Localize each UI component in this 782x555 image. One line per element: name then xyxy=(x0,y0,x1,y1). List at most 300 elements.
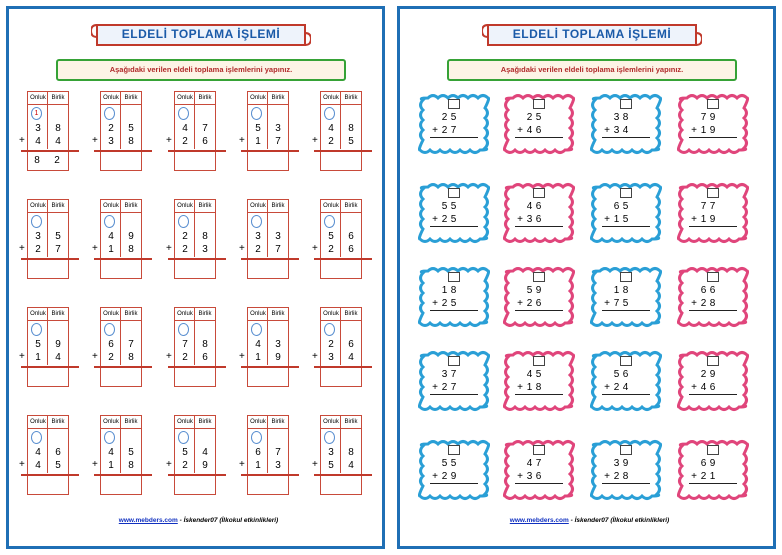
digit: 2 xyxy=(108,123,114,134)
digit: 5 xyxy=(255,123,261,134)
title-banner xyxy=(482,21,702,51)
addend-bottom xyxy=(28,136,68,147)
addition-card-blue xyxy=(590,350,662,412)
answer-field[interactable] xyxy=(100,479,142,490)
header-ones: Birlik xyxy=(124,419,138,425)
sum-line xyxy=(515,226,563,227)
table-header xyxy=(248,416,288,429)
digit: 6 xyxy=(202,352,208,363)
digit: 9 xyxy=(709,458,716,469)
addition-card-pink xyxy=(677,266,749,328)
digit: 4 xyxy=(622,382,629,393)
answer-field[interactable] xyxy=(27,263,69,274)
plus-sign: + xyxy=(604,125,610,136)
plus-sign: + xyxy=(239,351,245,362)
answer-field[interactable] xyxy=(27,371,69,382)
digit: 4 xyxy=(622,125,629,136)
digit: 2 xyxy=(526,112,533,123)
footer xyxy=(9,517,388,524)
answer-field[interactable] xyxy=(320,263,362,274)
plus-sign: + xyxy=(239,459,245,470)
carry-box[interactable] xyxy=(707,99,719,109)
addend-top xyxy=(321,339,361,350)
plus-sign: + xyxy=(166,243,172,254)
table-header xyxy=(321,416,361,429)
digit: 4 xyxy=(55,352,61,363)
sum-line xyxy=(168,366,226,368)
header-tens: Onluk xyxy=(177,95,193,101)
digit: 2 xyxy=(441,471,448,482)
plus-sign: + xyxy=(92,351,98,362)
digit: 7 xyxy=(128,339,134,350)
digit: 7 xyxy=(709,201,716,212)
digit: 2 xyxy=(182,244,188,255)
carry-circle[interactable] xyxy=(31,215,42,228)
plus-sign: + xyxy=(432,214,438,225)
addend-top xyxy=(248,339,288,350)
table-header xyxy=(28,200,68,213)
digit: 6 xyxy=(535,471,542,482)
header-ones: Birlik xyxy=(344,311,358,317)
addend-top xyxy=(248,123,288,134)
digit: 9 xyxy=(275,352,281,363)
carry-box[interactable] xyxy=(620,356,632,366)
digit: 4 xyxy=(348,352,354,363)
digit: 5 xyxy=(55,231,61,242)
sum-line xyxy=(515,483,563,484)
header-ones: Birlik xyxy=(51,203,65,209)
digit: 5 xyxy=(328,460,334,471)
digit: 9 xyxy=(450,471,457,482)
addition-problem xyxy=(241,91,299,181)
digit: 3 xyxy=(202,244,208,255)
answer-field[interactable] xyxy=(174,263,216,274)
digit: 4 xyxy=(526,201,533,212)
digit: 1 xyxy=(526,382,533,393)
digit: 4 xyxy=(526,125,533,136)
addend-bottom xyxy=(511,298,567,309)
answer-field[interactable] xyxy=(100,263,142,274)
digit: 3 xyxy=(328,352,334,363)
answer-digit[interactable]: 2 xyxy=(54,155,60,166)
carry-box[interactable] xyxy=(707,188,719,198)
answer-field[interactable] xyxy=(174,371,216,382)
addend-bottom xyxy=(321,460,361,471)
digit: 1 xyxy=(700,125,707,136)
addend-bottom xyxy=(175,244,215,255)
addition-card-pink xyxy=(503,93,575,155)
digit: 3 xyxy=(275,339,281,350)
digit: 5 xyxy=(526,285,533,296)
sum-line xyxy=(241,366,299,368)
carry-box[interactable] xyxy=(620,445,632,455)
addition-card-blue xyxy=(590,439,662,501)
digit: 2 xyxy=(700,471,707,482)
addend-top xyxy=(175,339,215,350)
header-tens: Onluk xyxy=(323,203,339,209)
page-title: ELDELİ TOPLAMA İŞLEMİ xyxy=(512,27,672,41)
addend-top xyxy=(511,369,567,380)
digit: 5 xyxy=(535,369,542,380)
digit: 5 xyxy=(128,447,134,458)
addend-top xyxy=(426,458,482,469)
addend-bottom xyxy=(685,125,741,136)
answer-digit[interactable]: 8 xyxy=(34,155,40,166)
answer-field[interactable] xyxy=(320,371,362,382)
table-header xyxy=(321,200,361,213)
digit: 2 xyxy=(613,471,620,482)
digit: 9 xyxy=(709,125,716,136)
addition-problem xyxy=(94,91,152,181)
carry-circle[interactable] xyxy=(251,323,262,336)
digit: 7 xyxy=(535,458,542,469)
addition-problem xyxy=(94,307,152,397)
carry-box[interactable] xyxy=(707,445,719,455)
digit: 7 xyxy=(450,369,457,380)
sum-line xyxy=(515,394,563,395)
addition-card-pink xyxy=(503,439,575,501)
table-header xyxy=(101,200,141,213)
carry-box[interactable] xyxy=(448,445,460,455)
carry-circle[interactable] xyxy=(178,323,189,336)
addition-problem xyxy=(21,91,79,181)
carry-circle[interactable] xyxy=(324,107,335,120)
addend-bottom xyxy=(598,125,654,136)
addend-bottom xyxy=(685,214,741,225)
digit: 3 xyxy=(613,125,620,136)
header-ones: Birlik xyxy=(124,95,138,101)
footer-author: - İskender07 (İlkokul etkinlikleri) xyxy=(570,517,670,524)
addition-card-blue xyxy=(590,266,662,328)
page-title: ELDELİ TOPLAMA İŞLEMİ xyxy=(121,27,281,41)
addend-bottom xyxy=(175,352,215,363)
digit: 5 xyxy=(535,112,542,123)
addend-top xyxy=(511,285,567,296)
carry-circle[interactable] xyxy=(324,215,335,228)
addend-bottom xyxy=(175,460,215,471)
digit: 2 xyxy=(441,214,448,225)
carry-circle[interactable] xyxy=(104,107,115,120)
carry-circle[interactable] xyxy=(178,431,189,444)
carry-circle[interactable] xyxy=(251,431,262,444)
carry-box[interactable] xyxy=(448,99,460,109)
addition-card-blue xyxy=(418,439,490,501)
carry-box[interactable] xyxy=(620,99,632,109)
header-tens: Onluk xyxy=(177,311,193,317)
sum-line xyxy=(168,150,226,152)
worksheet-page-right xyxy=(397,6,776,549)
addend-top xyxy=(598,458,654,469)
plus-sign: + xyxy=(604,298,610,309)
header-tens: Onluk xyxy=(103,203,119,209)
digit: 2 xyxy=(182,460,188,471)
carry-circle[interactable] xyxy=(178,107,189,120)
addend-top xyxy=(426,112,482,123)
carry-box[interactable] xyxy=(533,445,545,455)
header-ones: Birlik xyxy=(198,203,212,209)
sum-line xyxy=(430,137,478,138)
digit: 5 xyxy=(450,298,457,309)
addend-bottom xyxy=(321,136,361,147)
digit: 8 xyxy=(202,339,208,350)
header-tens: Onluk xyxy=(250,419,266,425)
answer-field[interactable] xyxy=(247,155,289,166)
header-ones: Birlik xyxy=(344,419,358,425)
addend-top xyxy=(28,447,68,458)
header-ones: Birlik xyxy=(271,203,285,209)
addend-top xyxy=(511,458,567,469)
addition-card-pink xyxy=(677,93,749,155)
header-tens: Onluk xyxy=(250,203,266,209)
digit: 6 xyxy=(709,285,716,296)
digit: 6 xyxy=(255,447,261,458)
addend-bottom xyxy=(321,244,361,255)
carry-box[interactable] xyxy=(448,272,460,282)
addend-top xyxy=(101,231,141,242)
sum-line xyxy=(168,258,226,260)
addition-card-pink xyxy=(503,350,575,412)
digit: 2 xyxy=(255,244,261,255)
plus-sign: + xyxy=(604,471,610,482)
addition-problem xyxy=(94,199,152,289)
digit: 1 xyxy=(441,285,448,296)
answer-field[interactable] xyxy=(100,371,142,382)
carry-circle[interactable] xyxy=(324,323,335,336)
header-ones: Birlik xyxy=(198,311,212,317)
plus-sign: + xyxy=(19,459,25,470)
header-tens: Onluk xyxy=(323,419,339,425)
digit: 4 xyxy=(526,369,533,380)
addition-card-blue xyxy=(590,182,662,244)
addend-top xyxy=(321,447,361,458)
digit: 9 xyxy=(55,339,61,350)
addition-problem xyxy=(168,415,226,505)
answer-field[interactable] xyxy=(100,155,142,166)
digit: 8 xyxy=(348,123,354,134)
digit: 7 xyxy=(55,244,61,255)
plus-sign: + xyxy=(691,471,697,482)
plus-sign: + xyxy=(166,459,172,470)
answer-field[interactable] xyxy=(320,155,362,166)
table-header xyxy=(248,308,288,321)
digit: 6 xyxy=(535,125,542,136)
addend-top xyxy=(28,231,68,242)
digit: 2 xyxy=(613,382,620,393)
digit: 7 xyxy=(450,382,457,393)
digit: 5 xyxy=(613,369,620,380)
addend-bottom xyxy=(426,125,482,136)
answer-field[interactable] xyxy=(27,155,69,166)
digit: 3 xyxy=(255,231,261,242)
digit: 3 xyxy=(441,369,448,380)
digit: 2 xyxy=(700,298,707,309)
digit: 1 xyxy=(613,214,620,225)
addend-top xyxy=(598,112,654,123)
carry-circle[interactable] xyxy=(104,431,115,444)
digit: 4 xyxy=(255,339,261,350)
digit: 3 xyxy=(526,214,533,225)
digit: 6 xyxy=(535,214,542,225)
digit: 1 xyxy=(255,352,261,363)
header-tens: Onluk xyxy=(177,203,193,209)
digit: 6 xyxy=(108,339,114,350)
digit: 2 xyxy=(700,369,707,380)
plus-sign: + xyxy=(517,382,523,393)
answer-field[interactable] xyxy=(320,479,362,490)
header-tens: Onluk xyxy=(30,311,46,317)
plus-sign: + xyxy=(604,382,610,393)
answer-field[interactable] xyxy=(27,479,69,490)
addition-card-blue xyxy=(418,350,490,412)
addend-bottom xyxy=(598,382,654,393)
sum-line xyxy=(689,137,737,138)
carry-circle[interactable] xyxy=(251,215,262,228)
digit: 2 xyxy=(441,125,448,136)
digit: 4 xyxy=(55,136,61,147)
digit: 8 xyxy=(535,382,542,393)
sum-line xyxy=(602,394,650,395)
sum-line xyxy=(689,394,737,395)
digit: 3 xyxy=(328,447,334,458)
sum-line xyxy=(21,150,79,152)
addend-top xyxy=(685,112,741,123)
digit: 8 xyxy=(128,136,134,147)
table-header xyxy=(321,308,361,321)
digit: 7 xyxy=(182,339,188,350)
digit: 8 xyxy=(55,123,61,134)
addition-problem xyxy=(314,307,372,397)
digit: 9 xyxy=(709,369,716,380)
plus-sign: + xyxy=(432,471,438,482)
plus-sign: + xyxy=(239,135,245,146)
addition-problem xyxy=(314,415,372,505)
digit: 4 xyxy=(108,231,114,242)
addend-bottom xyxy=(598,298,654,309)
carry-box[interactable] xyxy=(707,272,719,282)
sum-line xyxy=(515,137,563,138)
table-header xyxy=(175,308,215,321)
footer-link[interactable]: www.mebders.com xyxy=(509,517,569,524)
digit: 2 xyxy=(328,244,334,255)
addend-top xyxy=(175,447,215,458)
addend-top xyxy=(28,339,68,350)
digit: 3 xyxy=(275,460,281,471)
addition-card-blue xyxy=(590,93,662,155)
table-header xyxy=(101,416,141,429)
carry-circle[interactable] xyxy=(31,323,42,336)
addend-bottom xyxy=(426,382,482,393)
header-tens: Onluk xyxy=(103,95,119,101)
carry-circle[interactable] xyxy=(324,431,335,444)
digit: 2 xyxy=(441,298,448,309)
digit: 9 xyxy=(622,458,629,469)
sum-line xyxy=(314,474,372,476)
table-header xyxy=(175,416,215,429)
header-tens: Onluk xyxy=(103,419,119,425)
digit: 3 xyxy=(613,458,620,469)
digit: 9 xyxy=(202,460,208,471)
addition-problem xyxy=(241,415,299,505)
addend-bottom xyxy=(28,352,68,363)
carry-box[interactable] xyxy=(533,272,545,282)
table-header xyxy=(248,92,288,105)
table-header xyxy=(248,200,288,213)
plus-sign: + xyxy=(19,243,25,254)
header-tens: Onluk xyxy=(250,311,266,317)
header-tens: Onluk xyxy=(103,311,119,317)
addend-top xyxy=(101,339,141,350)
addend-bottom xyxy=(248,136,288,147)
answer-field[interactable] xyxy=(174,479,216,490)
digit: 2 xyxy=(441,382,448,393)
sum-line xyxy=(689,310,737,311)
carry-box[interactable] xyxy=(533,99,545,109)
carry-circle[interactable] xyxy=(178,215,189,228)
sum-line xyxy=(430,310,478,311)
carry-box[interactable] xyxy=(448,356,460,366)
header-ones: Birlik xyxy=(51,95,65,101)
sum-line xyxy=(602,310,650,311)
sum-line xyxy=(602,137,650,138)
carry-circle[interactable] xyxy=(104,215,115,228)
digit: 6 xyxy=(709,382,716,393)
addition-card-pink xyxy=(677,182,749,244)
header-ones: Birlik xyxy=(124,203,138,209)
answer-field[interactable] xyxy=(247,263,289,274)
plus-sign: + xyxy=(432,382,438,393)
digit: 6 xyxy=(613,201,620,212)
digit: 5 xyxy=(450,112,457,123)
addend-top xyxy=(426,201,482,212)
footer-link[interactable]: www.mebders.com xyxy=(118,517,178,524)
carry-box[interactable] xyxy=(620,272,632,282)
addend-top xyxy=(511,112,567,123)
addend-bottom xyxy=(511,471,567,482)
addend-bottom xyxy=(101,136,141,147)
digit: 7 xyxy=(450,125,457,136)
carry-circle[interactable] xyxy=(31,431,42,444)
plus-sign: + xyxy=(312,243,318,254)
digit: 4 xyxy=(202,447,208,458)
header-ones: Birlik xyxy=(198,95,212,101)
answer-field[interactable] xyxy=(247,371,289,382)
plus-sign: + xyxy=(691,382,697,393)
carry-circle[interactable] xyxy=(104,323,115,336)
sum-line xyxy=(314,366,372,368)
answer-field[interactable] xyxy=(247,479,289,490)
carry-circle[interactable]: 1 xyxy=(31,107,42,120)
digit: 7 xyxy=(613,298,620,309)
carry-box[interactable] xyxy=(707,356,719,366)
carry-box[interactable] xyxy=(448,188,460,198)
carry-circle[interactable] xyxy=(251,107,262,120)
plus-sign: + xyxy=(432,298,438,309)
digit: 2 xyxy=(35,244,41,255)
addend-top xyxy=(101,123,141,134)
carry-box[interactable] xyxy=(533,188,545,198)
addend-top xyxy=(321,123,361,134)
digit: 2 xyxy=(182,231,188,242)
carry-box[interactable] xyxy=(620,188,632,198)
sum-line xyxy=(314,258,372,260)
addition-problem xyxy=(21,307,79,397)
addend-bottom xyxy=(426,298,482,309)
instruction-box: Aşağıdaki verilen eldeli toplama işlemlerini yapınız. xyxy=(447,59,737,81)
digit: 1 xyxy=(613,285,620,296)
addend-bottom xyxy=(248,460,288,471)
answer-field[interactable] xyxy=(174,155,216,166)
carry-box[interactable] xyxy=(533,356,545,366)
